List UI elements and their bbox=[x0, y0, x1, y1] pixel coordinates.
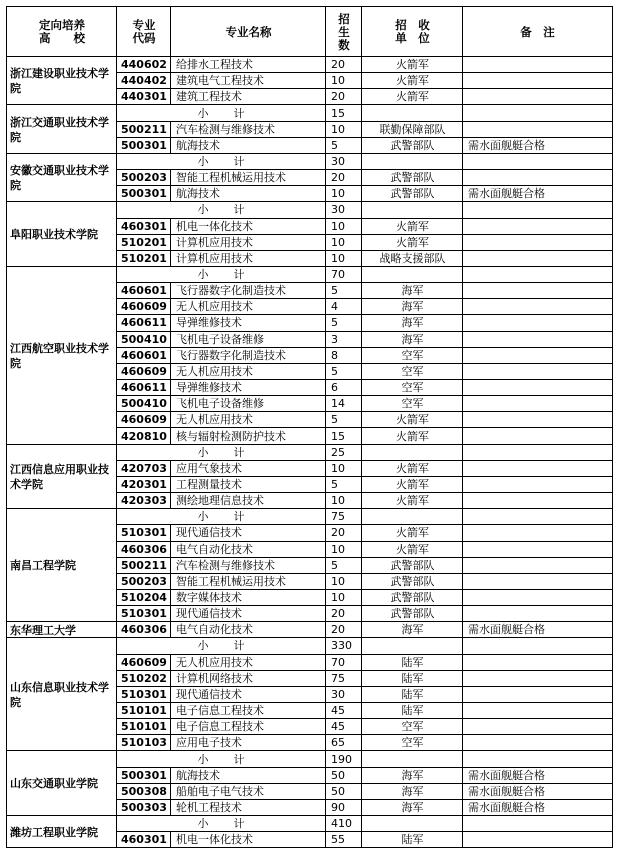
enroll-count: 20 bbox=[325, 169, 362, 186]
remark bbox=[462, 72, 613, 89]
major-name: 应用气象技术 bbox=[170, 460, 326, 477]
subtotal-note-empty bbox=[462, 201, 613, 218]
subtotal-unit-empty bbox=[361, 750, 463, 767]
enroll-count: 20 bbox=[325, 605, 362, 622]
school-name: 浙江交通职业技术学院 bbox=[6, 104, 117, 153]
enroll-count: 20 bbox=[325, 524, 362, 541]
school-name: 阜阳职业技术学院 bbox=[6, 201, 117, 267]
major-name: 工程测量技术 bbox=[170, 476, 326, 493]
school-name: 潍坊工程职业学院 bbox=[6, 815, 117, 848]
enroll-count: 10 bbox=[325, 573, 362, 590]
recruit-unit: 火箭军 bbox=[361, 88, 463, 105]
enroll-count: 10 bbox=[325, 541, 362, 558]
subtotal-label: 小 计 bbox=[116, 153, 326, 170]
recruit-unit: 火箭军 bbox=[361, 492, 463, 509]
recruit-unit: 火箭军 bbox=[361, 476, 463, 493]
enroll-count: 10 bbox=[325, 589, 362, 606]
major-name: 飞机电子设备维修 bbox=[170, 395, 326, 412]
major-name: 计算机应用技术 bbox=[170, 234, 326, 251]
enroll-count: 5 bbox=[325, 282, 362, 299]
major-code: 510101 bbox=[116, 718, 171, 735]
remark bbox=[462, 88, 613, 105]
recruit-unit: 海军 bbox=[361, 783, 463, 800]
remark bbox=[462, 298, 613, 315]
remark bbox=[462, 589, 613, 606]
major-name: 应用电子技术 bbox=[170, 734, 326, 751]
subtotal-unit-empty bbox=[361, 153, 463, 170]
major-name: 导弹维修技术 bbox=[170, 314, 326, 331]
recruit-unit: 陆军 bbox=[361, 654, 463, 671]
enroll-count: 5 bbox=[325, 557, 362, 574]
recruit-unit: 空军 bbox=[361, 734, 463, 751]
major-code: 500211 bbox=[116, 557, 171, 574]
recruit-unit: 战略支援部队 bbox=[361, 250, 463, 267]
enroll-count: 70 bbox=[325, 654, 362, 671]
major-code: 460601 bbox=[116, 347, 171, 364]
major-name: 航海技术 bbox=[170, 185, 326, 202]
recruit-unit: 海军 bbox=[361, 314, 463, 331]
subtotal-unit-empty bbox=[361, 104, 463, 121]
recruit-unit: 空军 bbox=[361, 395, 463, 412]
subtotal-label: 小 计 bbox=[116, 444, 326, 461]
recruit-unit: 武警部队 bbox=[361, 557, 463, 574]
subtotal-note-empty bbox=[462, 637, 613, 654]
enroll-count: 55 bbox=[325, 831, 362, 848]
remark bbox=[462, 460, 613, 477]
recruit-unit: 陆军 bbox=[361, 670, 463, 687]
major-name: 智能工程机械运用技术 bbox=[170, 169, 326, 186]
major-code: 510204 bbox=[116, 589, 171, 606]
major-name: 飞机电子设备维修 bbox=[170, 331, 326, 348]
major-name: 核与辐射检测防护技术 bbox=[170, 427, 326, 444]
recruit-unit: 空军 bbox=[361, 347, 463, 364]
subtotal-note-empty bbox=[462, 508, 613, 525]
remark: 需水面舰艇合格 bbox=[462, 185, 613, 202]
major-code: 420301 bbox=[116, 476, 171, 493]
major-name: 现代通信技术 bbox=[170, 524, 326, 541]
major-name: 计算机网络技术 bbox=[170, 670, 326, 687]
remark bbox=[462, 250, 613, 267]
major-name: 汽车检测与维修技术 bbox=[170, 557, 326, 574]
subtotal-note-empty bbox=[462, 750, 613, 767]
major-name: 现代通信技术 bbox=[170, 605, 326, 622]
recruit-unit: 陆军 bbox=[361, 686, 463, 703]
enroll-count: 3 bbox=[325, 331, 362, 348]
subtotal-note-empty bbox=[462, 444, 613, 461]
major-name: 电子信息工程技术 bbox=[170, 718, 326, 735]
subtotal-value: 190 bbox=[325, 750, 362, 767]
recruit-unit: 海军 bbox=[361, 282, 463, 299]
major-code: 500211 bbox=[116, 121, 171, 138]
remark bbox=[462, 218, 613, 235]
school-name: 东华理工大学 bbox=[6, 621, 117, 638]
enroll-count: 5 bbox=[325, 314, 362, 331]
major-name: 无人机应用技术 bbox=[170, 298, 326, 315]
subtotal-unit-empty bbox=[361, 266, 463, 283]
recruit-unit: 武警部队 bbox=[361, 573, 463, 590]
header-code: 专业 代码 bbox=[116, 6, 171, 57]
remark bbox=[462, 557, 613, 574]
remark bbox=[462, 234, 613, 251]
major-code: 500203 bbox=[116, 169, 171, 186]
recruit-unit: 火箭军 bbox=[361, 411, 463, 428]
recruit-unit: 海军 bbox=[361, 331, 463, 348]
enroll-count: 10 bbox=[325, 460, 362, 477]
enroll-count: 10 bbox=[325, 234, 362, 251]
subtotal-value: 30 bbox=[325, 201, 362, 218]
recruit-unit: 空军 bbox=[361, 379, 463, 396]
subtotal-value: 30 bbox=[325, 153, 362, 170]
major-name: 建筑工程技术 bbox=[170, 88, 326, 105]
major-name: 无人机应用技术 bbox=[170, 654, 326, 671]
major-code: 460611 bbox=[116, 379, 171, 396]
major-code: 500303 bbox=[116, 799, 171, 816]
major-code: 420703 bbox=[116, 460, 171, 477]
major-code: 460301 bbox=[116, 218, 171, 235]
remark bbox=[462, 121, 613, 138]
enroll-count: 50 bbox=[325, 767, 362, 784]
remark: 需水面舰艇合格 bbox=[462, 621, 613, 638]
major-name: 测绘地理信息技术 bbox=[170, 492, 326, 509]
subtotal-unit-empty bbox=[361, 444, 463, 461]
subtotal-label: 小 计 bbox=[116, 815, 326, 832]
recruit-unit: 陆军 bbox=[361, 702, 463, 719]
subtotal-note-empty bbox=[462, 266, 613, 283]
subtotal-value: 25 bbox=[325, 444, 362, 461]
enroll-count: 15 bbox=[325, 427, 362, 444]
major-code: 460301 bbox=[116, 831, 171, 848]
subtotal-value: 330 bbox=[325, 637, 362, 654]
recruit-unit: 海军 bbox=[361, 767, 463, 784]
major-name: 电气自动化技术 bbox=[170, 621, 326, 638]
school-name: 安徽交通职业技术学院 bbox=[6, 153, 117, 202]
major-code: 460611 bbox=[116, 314, 171, 331]
remark bbox=[462, 686, 613, 703]
major-code: 510101 bbox=[116, 702, 171, 719]
subtotal-note-empty bbox=[462, 815, 613, 832]
remark bbox=[462, 605, 613, 622]
remark bbox=[462, 831, 613, 848]
subtotal-label: 小 计 bbox=[116, 508, 326, 525]
enroll-count: 75 bbox=[325, 670, 362, 687]
major-code: 460306 bbox=[116, 621, 171, 638]
remark bbox=[462, 573, 613, 590]
major-code: 500301 bbox=[116, 137, 171, 154]
major-code: 510202 bbox=[116, 670, 171, 687]
enroll-count: 5 bbox=[325, 476, 362, 493]
major-code: 440602 bbox=[116, 56, 171, 73]
enroll-count: 5 bbox=[325, 411, 362, 428]
recruit-unit: 火箭军 bbox=[361, 427, 463, 444]
major-code: 510301 bbox=[116, 686, 171, 703]
recruit-unit: 海军 bbox=[361, 298, 463, 315]
recruit-unit: 武警部队 bbox=[361, 137, 463, 154]
recruit-unit: 海军 bbox=[361, 799, 463, 816]
enroll-count: 50 bbox=[325, 783, 362, 800]
remark bbox=[462, 541, 613, 558]
enroll-count: 10 bbox=[325, 218, 362, 235]
major-code: 500308 bbox=[116, 783, 171, 800]
remark bbox=[462, 670, 613, 687]
school-name: 江西信息应用职业技术学院 bbox=[6, 444, 117, 510]
remark: 需水面舰艇合格 bbox=[462, 799, 613, 816]
subtotal-note-empty bbox=[462, 153, 613, 170]
major-name: 电气自动化技术 bbox=[170, 541, 326, 558]
subtotal-value: 75 bbox=[325, 508, 362, 525]
enroll-count: 4 bbox=[325, 298, 362, 315]
major-name: 建筑电气工程技术 bbox=[170, 72, 326, 89]
major-code: 420810 bbox=[116, 427, 171, 444]
major-code: 500410 bbox=[116, 331, 171, 348]
enroll-count: 45 bbox=[325, 718, 362, 735]
major-code: 500410 bbox=[116, 395, 171, 412]
subtotal-unit-empty bbox=[361, 508, 463, 525]
recruit-unit: 陆军 bbox=[361, 831, 463, 848]
major-name: 机电一体化技术 bbox=[170, 218, 326, 235]
enroll-count: 10 bbox=[325, 72, 362, 89]
remark bbox=[462, 56, 613, 73]
subtotal-unit-empty bbox=[361, 201, 463, 218]
major-code: 460609 bbox=[116, 363, 171, 380]
subtotal-label: 小 计 bbox=[116, 104, 326, 121]
major-code: 460609 bbox=[116, 654, 171, 671]
recruit-unit: 空军 bbox=[361, 718, 463, 735]
subtotal-note-empty bbox=[462, 104, 613, 121]
major-name: 轮机工程技术 bbox=[170, 799, 326, 816]
school-name: 山东交通职业学院 bbox=[6, 750, 117, 816]
remark bbox=[462, 282, 613, 299]
remark bbox=[462, 734, 613, 751]
school-name: 浙江建设职业技术学院 bbox=[6, 56, 117, 105]
recruit-unit: 火箭军 bbox=[361, 460, 463, 477]
school-name: 南昌工程学院 bbox=[6, 508, 117, 622]
recruit-unit: 海军 bbox=[361, 621, 463, 638]
major-code: 440402 bbox=[116, 72, 171, 89]
enroll-count: 5 bbox=[325, 363, 362, 380]
major-code: 460609 bbox=[116, 411, 171, 428]
recruit-unit: 武警部队 bbox=[361, 605, 463, 622]
remark bbox=[462, 654, 613, 671]
major-name: 机电一体化技术 bbox=[170, 831, 326, 848]
table-bottom-border bbox=[6, 847, 613, 848]
remark bbox=[462, 524, 613, 541]
remark bbox=[462, 411, 613, 428]
remark bbox=[462, 363, 613, 380]
recruit-unit: 火箭军 bbox=[361, 541, 463, 558]
major-name: 给排水工程技术 bbox=[170, 56, 326, 73]
major-name: 导弹维修技术 bbox=[170, 379, 326, 396]
major-code: 510103 bbox=[116, 734, 171, 751]
major-code: 460306 bbox=[116, 541, 171, 558]
recruit-unit: 联勤保障部队 bbox=[361, 121, 463, 138]
major-name: 船舶电子电气技术 bbox=[170, 783, 326, 800]
major-code: 460609 bbox=[116, 298, 171, 315]
enroll-count: 5 bbox=[325, 137, 362, 154]
remark bbox=[462, 331, 613, 348]
subtotal-value: 410 bbox=[325, 815, 362, 832]
subtotal-label: 小 计 bbox=[116, 201, 326, 218]
major-code: 420303 bbox=[116, 492, 171, 509]
remark bbox=[462, 718, 613, 735]
subtotal-value: 70 bbox=[325, 266, 362, 283]
major-name: 无人机应用技术 bbox=[170, 411, 326, 428]
remark bbox=[462, 314, 613, 331]
recruit-unit: 火箭军 bbox=[361, 524, 463, 541]
header-note: 备 注 bbox=[462, 6, 613, 57]
subtotal-unit-empty bbox=[361, 637, 463, 654]
enroll-count: 65 bbox=[325, 734, 362, 751]
major-name: 航海技术 bbox=[170, 137, 326, 154]
remark bbox=[462, 476, 613, 493]
recruit-unit: 空军 bbox=[361, 363, 463, 380]
remark: 需水面舰艇合格 bbox=[462, 137, 613, 154]
major-name: 现代通信技术 bbox=[170, 686, 326, 703]
major-name: 电子信息工程技术 bbox=[170, 702, 326, 719]
major-name: 计算机应用技术 bbox=[170, 250, 326, 267]
major-code: 510201 bbox=[116, 234, 171, 251]
school-name: 山东信息职业技术学院 bbox=[6, 637, 117, 751]
recruit-unit: 武警部队 bbox=[361, 589, 463, 606]
enroll-count: 30 bbox=[325, 686, 362, 703]
enroll-count: 45 bbox=[325, 702, 362, 719]
subtotal-label: 小 计 bbox=[116, 750, 326, 767]
remark bbox=[462, 379, 613, 396]
major-code: 500203 bbox=[116, 573, 171, 590]
recruit-unit: 火箭军 bbox=[361, 234, 463, 251]
major-name: 航海技术 bbox=[170, 767, 326, 784]
enroll-count: 90 bbox=[325, 799, 362, 816]
major-code: 500301 bbox=[116, 185, 171, 202]
major-name: 飞行器数字化制造技术 bbox=[170, 282, 326, 299]
major-name: 汽车检测与维修技术 bbox=[170, 121, 326, 138]
major-name: 数字媒体技术 bbox=[170, 589, 326, 606]
recruit-unit: 武警部队 bbox=[361, 169, 463, 186]
enroll-count: 20 bbox=[325, 621, 362, 638]
major-code: 510301 bbox=[116, 605, 171, 622]
major-name: 智能工程机械运用技术 bbox=[170, 573, 326, 590]
recruit-unit: 武警部队 bbox=[361, 185, 463, 202]
enroll-count: 10 bbox=[325, 121, 362, 138]
enroll-count: 6 bbox=[325, 379, 362, 396]
remark bbox=[462, 169, 613, 186]
major-code: 500301 bbox=[116, 767, 171, 784]
major-name: 飞行器数字化制造技术 bbox=[170, 347, 326, 364]
remark bbox=[462, 492, 613, 509]
subtotal-value: 15 bbox=[325, 104, 362, 121]
subtotal-label: 小 计 bbox=[116, 637, 326, 654]
enroll-count: 20 bbox=[325, 88, 362, 105]
header-unit: 招 收 单 位 bbox=[361, 6, 463, 57]
major-code: 510201 bbox=[116, 250, 171, 267]
remark bbox=[462, 427, 613, 444]
major-code: 510301 bbox=[116, 524, 171, 541]
enroll-count: 10 bbox=[325, 185, 362, 202]
remark: 需水面舰艇合格 bbox=[462, 783, 613, 800]
major-name: 无人机应用技术 bbox=[170, 363, 326, 380]
enroll-count: 8 bbox=[325, 347, 362, 364]
remark bbox=[462, 347, 613, 364]
enroll-count: 14 bbox=[325, 395, 362, 412]
major-code: 440301 bbox=[116, 88, 171, 105]
header-major: 专业名称 bbox=[170, 6, 326, 57]
major-code: 460601 bbox=[116, 282, 171, 299]
subtotal-unit-empty bbox=[361, 815, 463, 832]
enroll-count: 20 bbox=[325, 56, 362, 73]
school-name: 江西航空职业技术学院 bbox=[6, 266, 117, 445]
enroll-count: 10 bbox=[325, 492, 362, 509]
remark bbox=[462, 395, 613, 412]
subtotal-label: 小 计 bbox=[116, 266, 326, 283]
header-school: 定向培养 高 校 bbox=[6, 6, 117, 57]
recruit-unit: 火箭军 bbox=[361, 218, 463, 235]
enroll-count: 10 bbox=[325, 250, 362, 267]
remark bbox=[462, 702, 613, 719]
recruit-unit: 火箭军 bbox=[361, 56, 463, 73]
header-count: 招 生 数 bbox=[325, 6, 362, 57]
recruit-unit: 火箭军 bbox=[361, 72, 463, 89]
remark: 需水面舰艇合格 bbox=[462, 767, 613, 784]
